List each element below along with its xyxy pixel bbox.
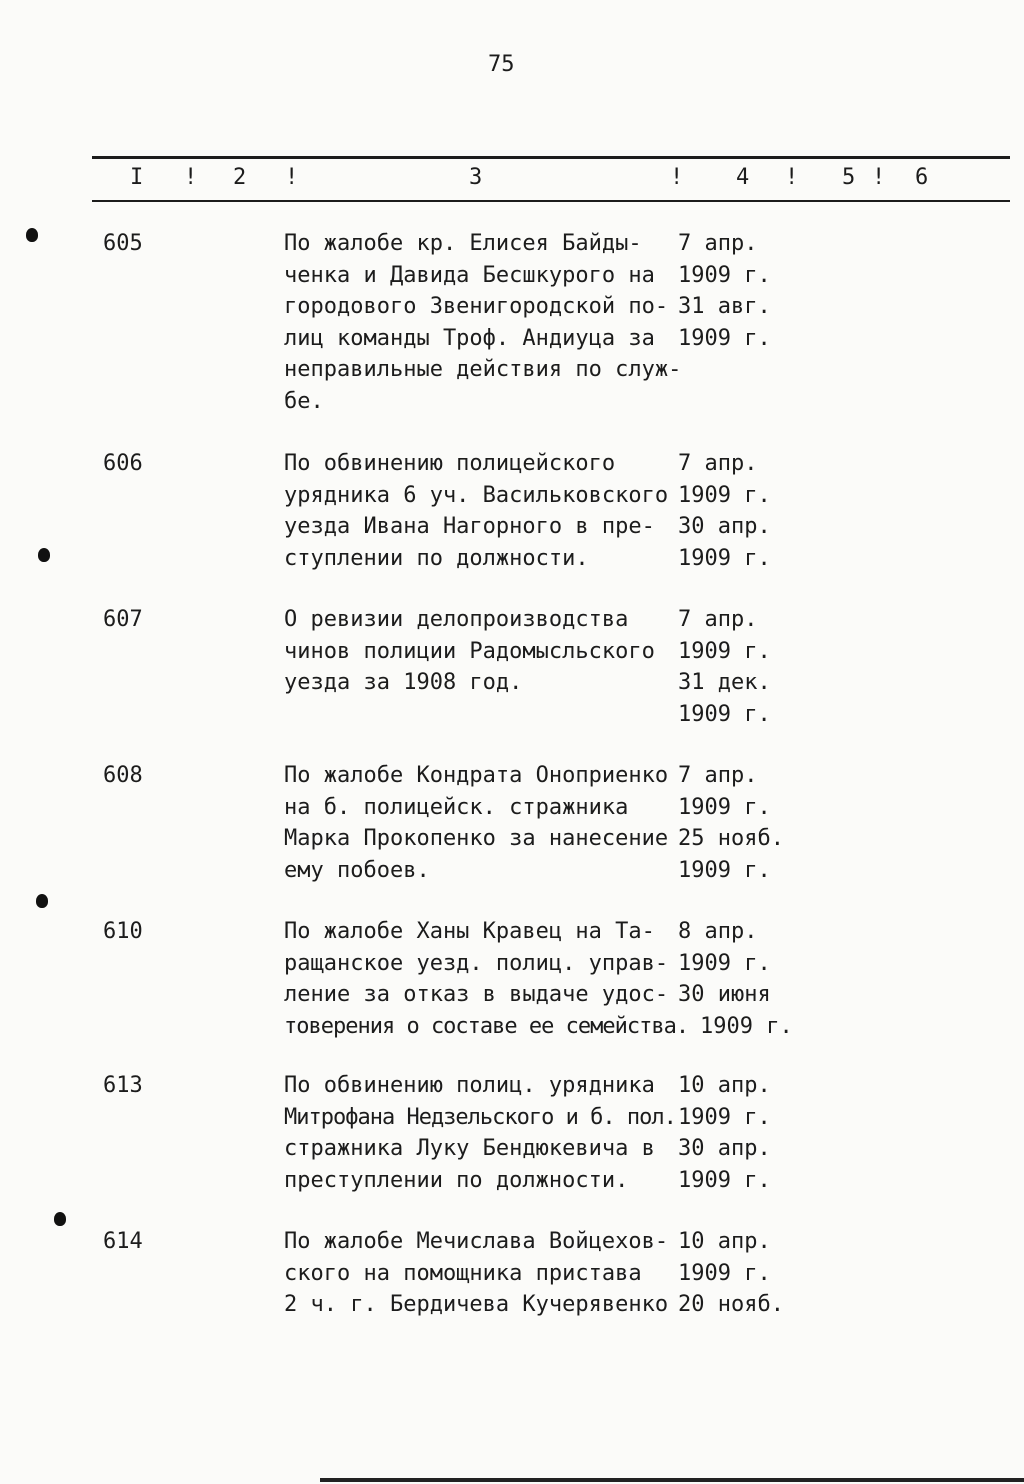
start-year: 1909 г. bbox=[678, 794, 771, 820]
description-line: ского на помощника пристава bbox=[284, 1260, 642, 1286]
start-year: 1909 г. bbox=[678, 262, 771, 288]
end-year: 1909 г. bbox=[700, 1013, 793, 1039]
description-line: на б. полицейск. стражника bbox=[284, 794, 629, 820]
column-separator: ! bbox=[670, 165, 684, 190]
description-line: лиц команды Троф. Андиуца за bbox=[284, 325, 655, 351]
end-date: 31 авг. bbox=[678, 294, 771, 319]
column-separator: ! bbox=[872, 165, 886, 190]
description-line: По жалобе Кондрата Оноприенко bbox=[284, 763, 669, 788]
record-number: 614 bbox=[103, 1229, 143, 1254]
description-line: По обвинению полиц. урядника bbox=[284, 1073, 655, 1098]
column-separator: ! bbox=[785, 165, 799, 190]
description-line: чинов полиции Радомысльского bbox=[284, 638, 655, 664]
description-line: уезда Ивана Нагорного в пре- bbox=[284, 514, 655, 539]
record-dates bbox=[678, 228, 798, 354]
end-date: 30 апр. bbox=[678, 1136, 771, 1161]
record-number: 606 bbox=[103, 451, 143, 476]
end-date: 30 июня bbox=[678, 982, 771, 1007]
record-description bbox=[284, 228, 682, 417]
record-description bbox=[284, 1070, 674, 1196]
description-line: стражника Луку Бендюкевича в bbox=[284, 1136, 655, 1161]
start-date: 7 апр. bbox=[678, 763, 758, 788]
record-number: 608 bbox=[103, 763, 143, 788]
binding-hole-mark bbox=[38, 548, 50, 562]
description-line: По жалобе Ханы Кравец на Та- bbox=[284, 919, 655, 944]
end-date: 25 нояб. bbox=[678, 826, 784, 851]
start-date: 8 апр. bbox=[678, 919, 758, 944]
record-dates bbox=[678, 1226, 798, 1321]
binding-hole-mark bbox=[36, 894, 48, 908]
record-dates bbox=[678, 604, 798, 730]
description-line: преступлении по должности. bbox=[284, 1167, 629, 1193]
column-separator: ! bbox=[285, 165, 299, 190]
record-description bbox=[284, 604, 674, 699]
record-description bbox=[284, 760, 674, 886]
description-line: урядника 6 уч. Васильковского bbox=[284, 482, 669, 508]
start-date: 7 апр. bbox=[678, 451, 758, 476]
description-line: бе. bbox=[284, 388, 324, 414]
column-6-header: 6 bbox=[915, 165, 929, 190]
start-year: 1909 г. bbox=[678, 1104, 771, 1130]
start-date: 7 апр. bbox=[678, 231, 758, 256]
column-5-header: 5 bbox=[842, 165, 856, 190]
description-line: товерения о составе ее семейства. bbox=[284, 1013, 689, 1039]
end-year: 1909 г. bbox=[678, 701, 771, 727]
start-year: 1909 г. bbox=[678, 950, 771, 976]
description-line: По обвинению полицейского bbox=[284, 451, 616, 476]
column-1-header: I bbox=[130, 165, 144, 190]
header-bottom-rule bbox=[92, 200, 1010, 202]
record-dates bbox=[678, 916, 798, 1042]
end-year: 1909 г. bbox=[678, 545, 771, 571]
column-2-header: 2 bbox=[233, 165, 247, 190]
end-date: 30 апр. bbox=[678, 514, 771, 539]
end-date: 31 дек. bbox=[678, 670, 771, 695]
column-header-row bbox=[0, 165, 1024, 195]
record-description bbox=[284, 916, 689, 1042]
start-year: 1909 г. bbox=[678, 1260, 771, 1286]
description-line: ченка и Давида Бесшкурого на bbox=[284, 262, 655, 288]
record-description bbox=[284, 448, 674, 574]
description-line: 2 ч. г. Бердичева Кучерявенко bbox=[284, 1292, 669, 1317]
end-year: 1909 г. bbox=[678, 325, 771, 351]
description-line: По жалобе кр. Елисея Байды- bbox=[284, 231, 642, 256]
header-top-rule bbox=[92, 156, 1010, 159]
start-date: 10 апр. bbox=[678, 1073, 771, 1098]
record-dates bbox=[678, 448, 798, 574]
description-line: неправильные действия по служ- bbox=[284, 357, 682, 382]
record-number: 607 bbox=[103, 607, 143, 632]
record-number: 613 bbox=[103, 1073, 143, 1098]
description-line: Митрофана Недзельского и б. пол. bbox=[284, 1104, 676, 1130]
record-description bbox=[284, 1226, 674, 1321]
start-year: 1909 г. bbox=[678, 638, 771, 664]
column-separator: ! bbox=[184, 165, 198, 190]
binding-hole-mark bbox=[26, 228, 38, 242]
description-line: ление за отказ в выдаче удос- bbox=[284, 982, 669, 1007]
record-dates bbox=[678, 1070, 798, 1196]
start-date: 7 апр. bbox=[678, 607, 758, 632]
description-line: уезда за 1908 год. bbox=[284, 670, 523, 695]
end-year: 1909 г. bbox=[678, 1167, 771, 1193]
description-line: Марка Прокопенко за нанесение bbox=[284, 826, 669, 851]
column-4-header: 4 bbox=[736, 165, 750, 190]
end-year: 1909 г. bbox=[678, 857, 771, 883]
start-date: 10 апр. bbox=[678, 1229, 771, 1254]
page-bottom-edge bbox=[320, 1478, 1024, 1482]
description-line: ступлении по должности. bbox=[284, 545, 589, 571]
page-number: 75 bbox=[488, 52, 515, 77]
description-line: ему побоев. bbox=[284, 857, 430, 883]
record-number: 610 bbox=[103, 919, 143, 944]
description-line: городового Звенигородской по- bbox=[284, 294, 669, 319]
binding-hole-mark bbox=[54, 1212, 66, 1226]
description-line: По жалобе Мечислава Войцехов- bbox=[284, 1229, 669, 1254]
record-number: 605 bbox=[103, 231, 143, 256]
end-date: 20 нояб. bbox=[678, 1292, 784, 1317]
description-line: О ревизии делопроизводства bbox=[284, 607, 629, 632]
record-dates bbox=[678, 760, 798, 886]
start-year: 1909 г. bbox=[678, 482, 771, 508]
column-3-header: 3 bbox=[469, 165, 483, 190]
description-line: ращанское уезд. полиц. управ- bbox=[284, 950, 669, 976]
